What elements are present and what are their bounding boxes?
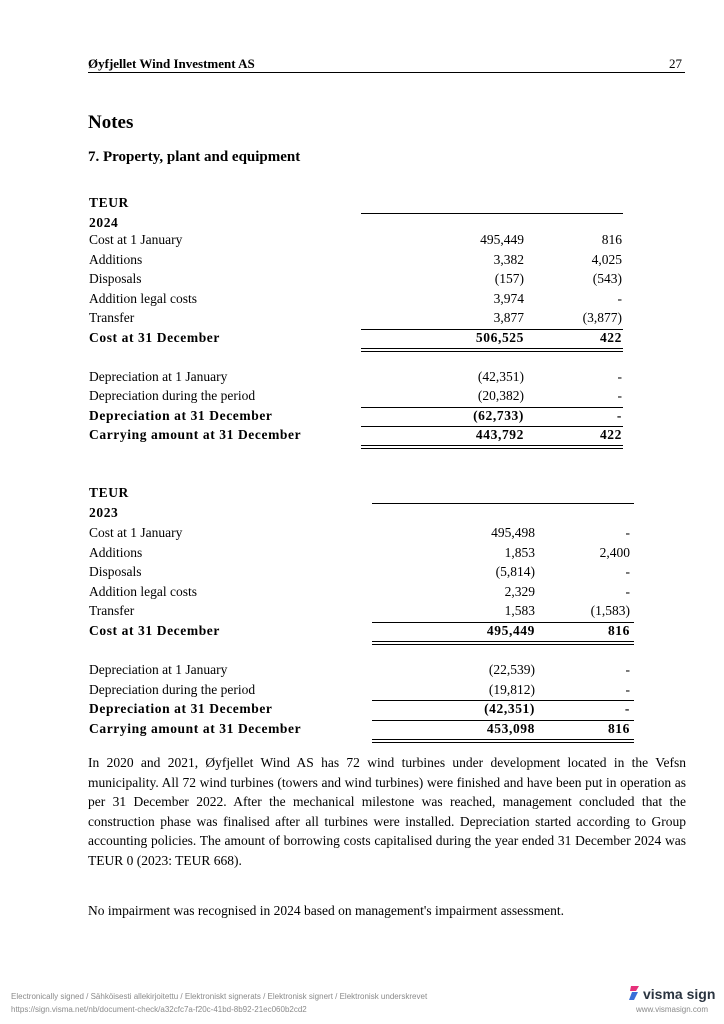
construction-value: -: [617, 291, 622, 306]
total-rule: [361, 445, 623, 449]
plant-machinery-value: 443,792: [475, 427, 524, 442]
table-row: [89, 388, 622, 407]
row-label: Depreciation at 1 January: [89, 369, 228, 384]
row-label: Depreciation at 31 December: [89, 701, 273, 716]
plant-machinery-value: (20,382): [477, 388, 524, 403]
table-row: [89, 603, 630, 622]
subtotal-rule: [372, 700, 634, 701]
table-row: [89, 564, 630, 583]
year-label: 2024: [89, 215, 119, 230]
construction-value: 4,025: [591, 252, 622, 267]
construction-value: (3,877): [582, 310, 622, 325]
plant-machinery-value: 3,877: [493, 310, 524, 325]
plant-machinery-value: (42,351): [477, 369, 524, 384]
document-check-link[interactable]: https://sign.visma.net/nb/document-check/a32cfc7a-f20c-41bd-8b92-21ec060b2cd2: [11, 1005, 307, 1014]
plant-machinery-value: 495,449: [480, 232, 524, 247]
unit-label: TEUR: [89, 485, 129, 500]
subtotal-rule: [361, 407, 623, 408]
row-label: Transfer: [89, 603, 135, 618]
paragraph-impairment: No impairment was recognised in 2024 based on management's impairment assessment.: [88, 903, 564, 918]
row-label: Carrying amount at 31 December: [89, 427, 302, 442]
construction-value: 816: [601, 232, 622, 247]
construction-value: -: [616, 408, 622, 423]
plant-machinery-value: 506,525: [475, 330, 524, 345]
plant-machinery-value: 1,853: [504, 545, 535, 560]
visma-logo-icon: [628, 985, 640, 1001]
table-row: [89, 369, 622, 388]
row-label: Depreciation during the period: [89, 682, 256, 697]
plant-machinery-value: 2,329: [504, 584, 535, 599]
construction-value: 422: [599, 427, 622, 442]
company-name: Øyfjellet Wind Investment AS: [88, 56, 255, 71]
signed-text: Electronically signed / Sähköisesti allekirjoitettu / Elektroniskt signerats / Elektronisk signert / Elektronisk underskrevet: [11, 992, 428, 1001]
row-label: Addition legal costs: [89, 291, 197, 306]
total-rule: [372, 641, 634, 645]
construction-value: -: [625, 662, 630, 677]
year-label: 2023: [89, 505, 119, 520]
row-label: Additions: [89, 252, 143, 267]
subtotal-rule: [361, 426, 623, 427]
logo-text: visma sign: [643, 986, 716, 1002]
page-header: [88, 56, 685, 73]
construction-value: -: [624, 701, 630, 716]
construction-value: -: [617, 369, 622, 384]
row-label: Additions: [89, 545, 143, 560]
table-row: [89, 232, 622, 251]
construction-value: (1,583): [590, 603, 630, 618]
table-row: [89, 545, 630, 564]
row-label: Depreciation at 1 January: [89, 662, 228, 677]
construction-value: -: [625, 682, 630, 697]
table-row: [89, 623, 630, 642]
construction-value: 2,400: [599, 545, 630, 560]
subtotal-rule: [372, 720, 634, 721]
page-number: 27: [669, 56, 682, 71]
row-label: Cost at 31 December: [89, 330, 220, 345]
plant-machinery-value: 3,974: [493, 291, 524, 306]
plant-machinery-value: (157): [494, 271, 524, 286]
plant-machinery-value: (42,351): [484, 701, 535, 716]
table-row: [89, 721, 630, 740]
unit-label: TEUR: [89, 195, 129, 210]
subtotal-rule: [361, 329, 623, 330]
table-row: [89, 310, 622, 329]
table-row: [89, 662, 630, 681]
total-rule: [361, 348, 623, 352]
construction-value: 816: [607, 721, 630, 736]
row-label: Cost at 31 December: [89, 623, 220, 638]
signature-footer: [11, 990, 427, 1016]
plant-machinery-value: (5,814): [495, 564, 535, 579]
construction-value: 816: [607, 623, 630, 638]
plant-machinery-value: (62,733): [473, 408, 524, 423]
construction-value: (543): [592, 271, 622, 286]
construction-value: 422: [599, 330, 622, 345]
row-label: Cost at 1 January: [89, 232, 183, 247]
table-row: [89, 701, 630, 720]
construction-value: -: [617, 388, 622, 403]
plant-machinery-value: 453,098: [486, 721, 535, 736]
notes-heading: Notes: [88, 112, 134, 133]
paragraph-construction: In 2020 and 2021, Øyfjellet Wind AS has 72 wind turbines under development located in the Vefsn municipality. All 72 wind turbines (towers and wind turbines) were finished and have been put in operation as per 31 December 2022. After the mechanical milestone was reached, management concluded that the construction phase was finalised after all turbines were installed. Depreciation started according to Group accounting policies. The amount of borrowing costs capitalised during the year ended 31 December 2024 was TEUR 0 (2023: TEUR 668).: [88, 755, 686, 868]
visma-sign-url[interactable]: www.vismasign.com: [636, 1005, 709, 1014]
plant-machinery-value: 495,449: [486, 623, 535, 638]
row-label: Depreciation at 31 December: [89, 408, 273, 423]
table-row: [89, 682, 630, 701]
plant-machinery-value: 1,583: [504, 603, 535, 618]
construction-value: -: [625, 584, 630, 599]
row-label: Disposals: [89, 564, 142, 579]
construction-value: -: [625, 564, 630, 579]
table-row: [89, 525, 630, 544]
table-row: [89, 584, 630, 603]
row-label: Disposals: [89, 271, 142, 286]
header-rule: [372, 503, 634, 504]
plant-machinery-value: 495,498: [491, 525, 535, 540]
row-label: Depreciation during the period: [89, 388, 256, 403]
header-rule: [361, 213, 623, 214]
table-row: [89, 427, 622, 446]
row-label: Transfer: [89, 310, 135, 325]
table-row: [89, 252, 622, 271]
plant-machinery-value: (22,539): [488, 662, 535, 677]
table-row: [89, 408, 622, 427]
visma-sign-logo: [628, 985, 715, 1002]
subtotal-rule: [372, 622, 634, 623]
construction-value: -: [625, 525, 630, 540]
row-label: Cost at 1 January: [89, 525, 183, 540]
plant-machinery-value: (19,812): [488, 682, 535, 697]
row-label: Addition legal costs: [89, 584, 197, 599]
row-label: Carrying amount at 31 December: [89, 721, 302, 736]
table-row: [89, 330, 622, 349]
table-row: [89, 271, 622, 290]
plant-machinery-value: 3,382: [493, 252, 524, 267]
table-row: [89, 291, 622, 310]
section-heading: 7. Property, plant and equipment: [88, 149, 301, 165]
total-rule: [372, 739, 634, 743]
